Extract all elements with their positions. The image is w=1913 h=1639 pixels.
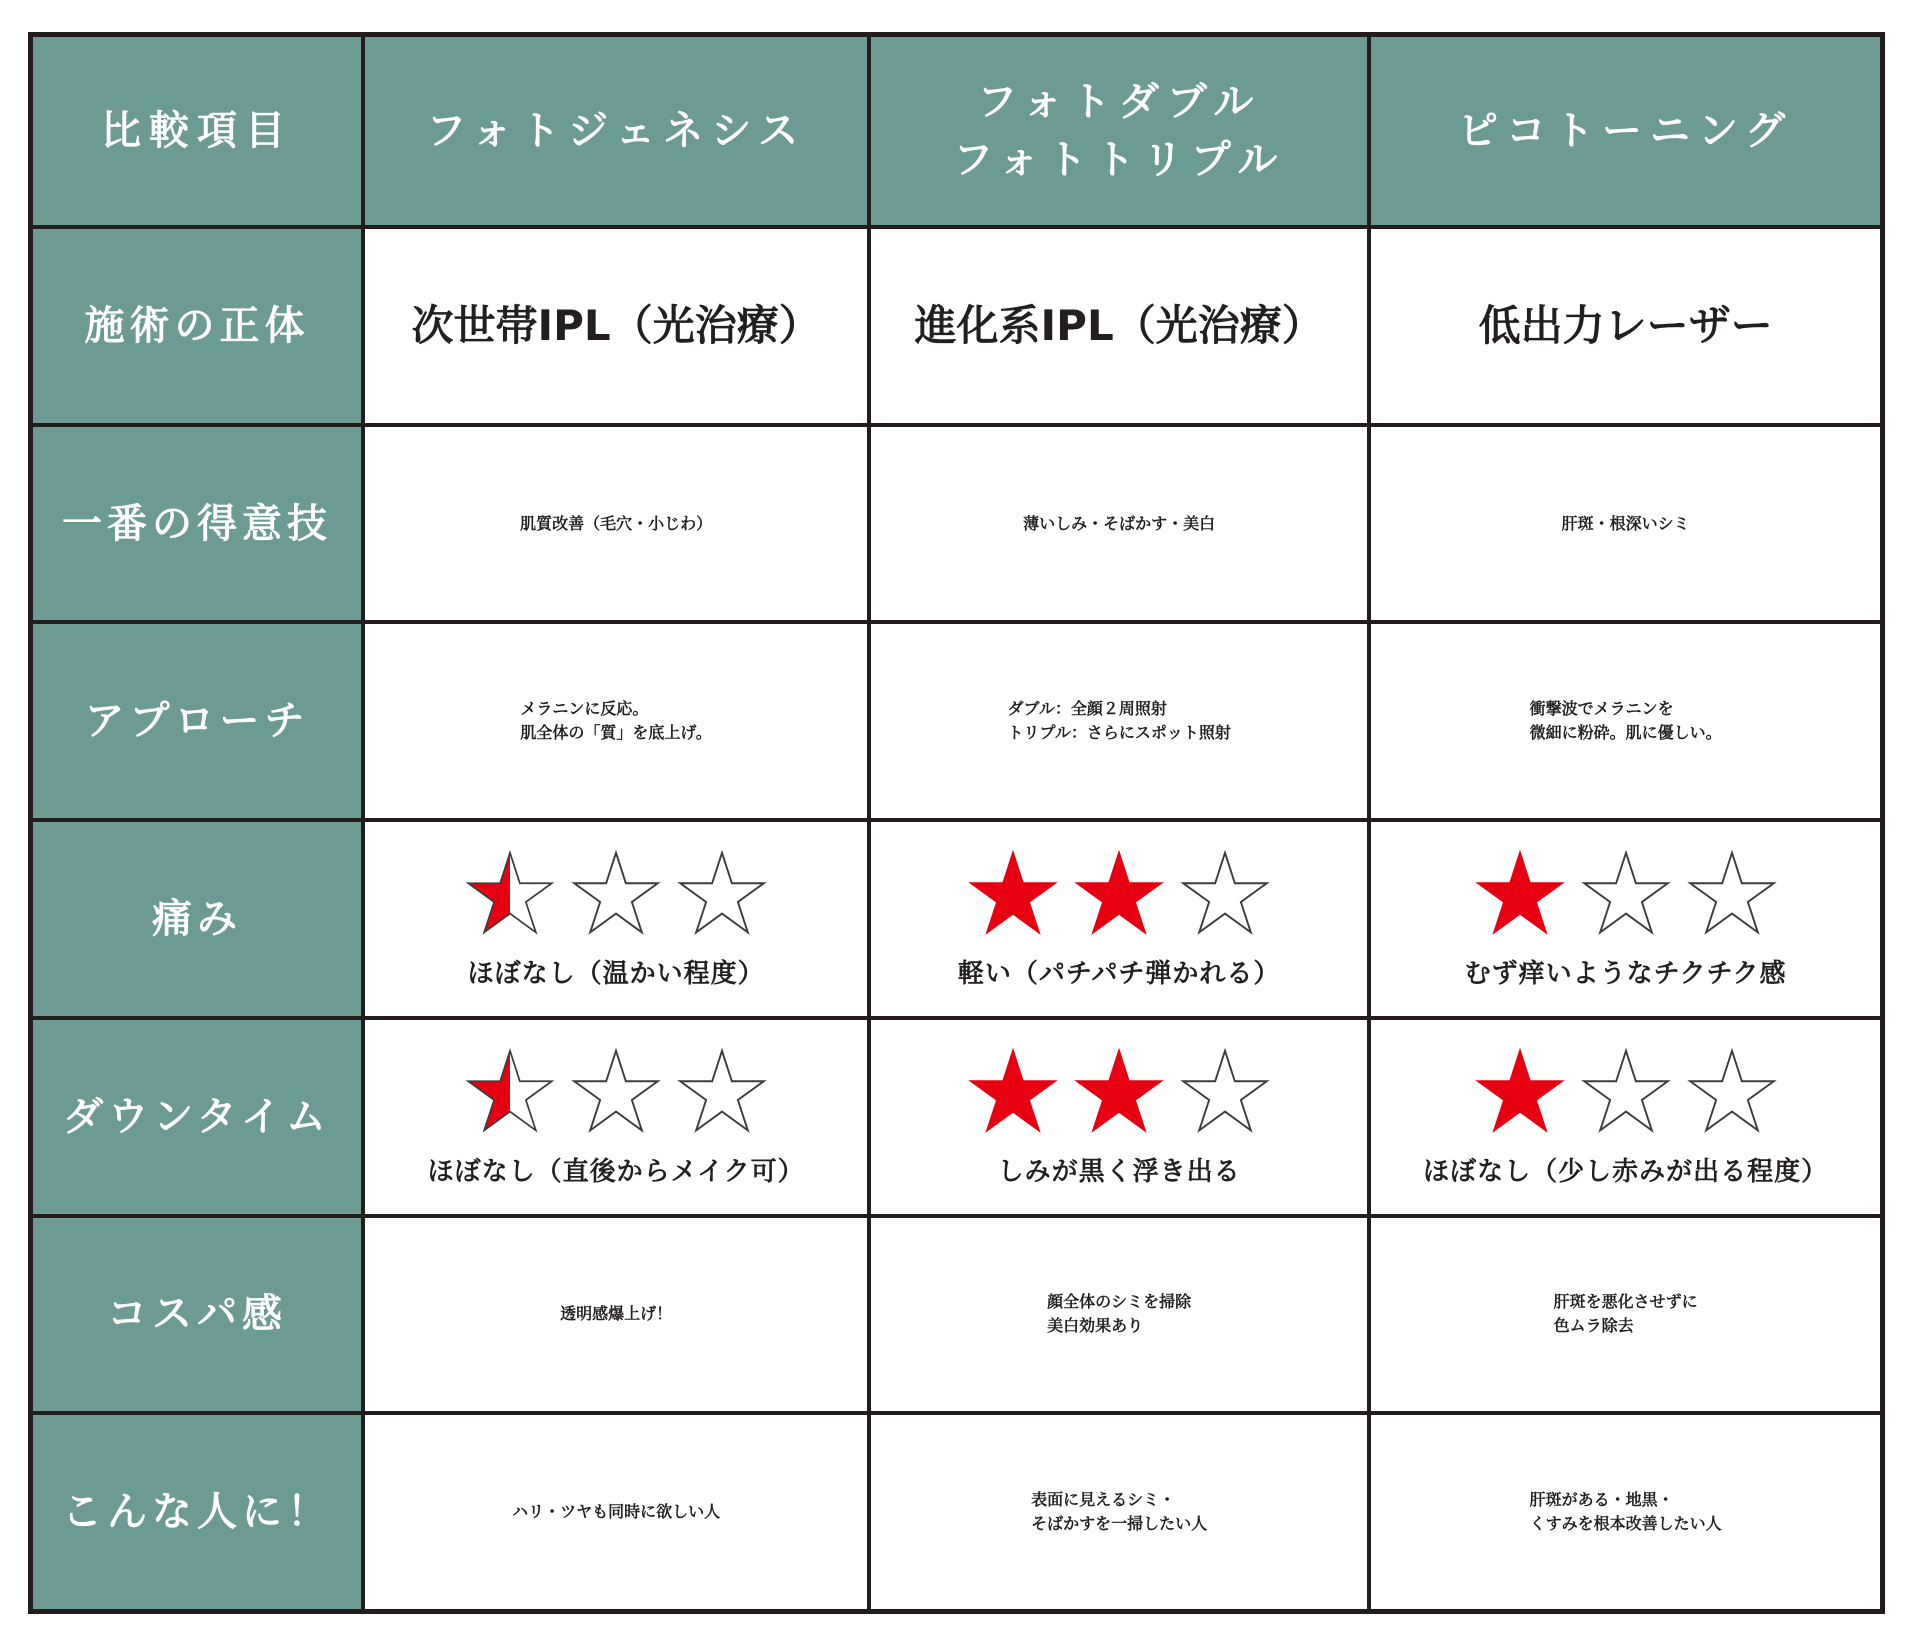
cell-value-line: そばかすを一掃したい人 — [1031, 1514, 1208, 1534]
row-label — [33, 624, 361, 818]
cell-value-line: 肝斑・根深いシミ — [1561, 513, 1690, 533]
cell-value-line: 微細に粉砕。肌に優しい。 — [1529, 723, 1722, 743]
star-rating — [462, 1047, 770, 1135]
row-label-text: コスパ感 — [107, 1291, 288, 1338]
cell-value-text — [520, 512, 712, 536]
cell-text — [1371, 229, 1880, 423]
header-label: フォトトリプル — [952, 137, 1286, 183]
comparison-table — [28, 32, 1885, 1614]
cell-value-line: 透明感爆上げ！ — [560, 1304, 673, 1324]
star-caption: 軽い（パチパチ弾かれる） — [957, 959, 1281, 990]
star-icon — [462, 1047, 558, 1135]
star-caption: むず痒いようなチクチク感 — [1464, 959, 1787, 990]
cell-text — [871, 229, 1367, 423]
star-icon — [1177, 1047, 1273, 1135]
cell-value-line: 肝斑を悪化させずに — [1553, 1292, 1698, 1312]
cell-stars — [871, 1020, 1367, 1214]
row-label — [33, 1415, 361, 1609]
cell-value-text — [412, 294, 821, 357]
cell-text — [365, 427, 867, 621]
star-caption: ほぼなし（少し赤みが出る程度） — [1423, 1157, 1829, 1188]
star-rating — [1472, 849, 1780, 937]
cell-value-line: ダブル：全顔２周照射 — [1007, 699, 1167, 719]
star-rating — [965, 849, 1273, 937]
cell-value-line: ハリ・ツヤも同時に欲しい人 — [512, 1502, 721, 1522]
row-label — [33, 229, 361, 423]
cell-value-line: 顔全体のシミを掃除 — [1047, 1292, 1192, 1312]
star-rating — [1472, 1047, 1780, 1135]
star-icon — [568, 849, 664, 937]
cell-value-line: 色ムラ除去 — [1553, 1316, 1634, 1336]
star-icon — [1578, 849, 1674, 937]
row-label — [33, 427, 361, 621]
header-cell-photogenesis — [365, 37, 867, 225]
cell-value-line: 低出力レーザー — [1478, 301, 1773, 351]
cell-value-line: 肝斑がある・地黒・ — [1529, 1490, 1674, 1510]
row-label-text: 一番の得意技 — [62, 500, 333, 547]
cell-stars — [365, 822, 867, 1016]
cell-stars — [1371, 1020, 1880, 1214]
cell-value-text — [1554, 1290, 1698, 1338]
row-label — [33, 1218, 361, 1412]
cell-value-text — [1530, 697, 1722, 745]
cell-text — [1371, 427, 1880, 621]
star-icon — [1472, 849, 1568, 937]
cell-value-text — [915, 294, 1324, 357]
row-label-text: ダウンタイム — [63, 1093, 331, 1140]
cell-value-line: 進化系IPL（光治療） — [914, 301, 1324, 351]
cell-text — [365, 624, 867, 818]
header-label: フォトジェネシス — [426, 108, 807, 154]
star-icon — [1177, 849, 1273, 937]
star-icon — [462, 849, 558, 937]
cell-value-text — [1562, 512, 1690, 536]
star-icon — [1578, 1047, 1674, 1135]
cell-text — [871, 1415, 1367, 1609]
cell-value-line: 表面に見えるシミ・ — [1031, 1490, 1176, 1510]
header-label: 比較項目 — [101, 108, 294, 154]
star-icon — [1684, 849, 1780, 937]
cell-text — [871, 427, 1367, 621]
header-cell-pico-toning — [1371, 37, 1880, 225]
star-icon — [1071, 849, 1167, 937]
cell-value-line: メラニンに反応。 — [520, 699, 649, 719]
cell-value-text — [1530, 1488, 1722, 1536]
cell-text — [365, 229, 867, 423]
cell-value-line: 美白効果あり — [1047, 1316, 1144, 1336]
cell-value-text — [512, 1500, 720, 1524]
star-caption: ほぼなし（温かい程度） — [467, 959, 765, 990]
row-label-text: 痛み — [152, 895, 243, 942]
row-label — [33, 822, 361, 1016]
cell-value-text — [1007, 697, 1230, 745]
row-label-text: こんな人に！ — [62, 1489, 333, 1536]
row-label — [33, 1020, 361, 1214]
cell-value-text — [1023, 512, 1215, 536]
star-icon — [1071, 1047, 1167, 1135]
cell-value-line: 衝撃波でメラニンを — [1529, 699, 1674, 719]
cell-text — [1371, 1218, 1880, 1412]
star-icon — [568, 1047, 664, 1135]
star-caption: ほぼなし（直後からメイク可） — [427, 1157, 805, 1188]
cell-value-line: 肌質改善（毛穴・小じわ） — [520, 513, 713, 533]
cell-value-line: 肌全体の「質」を底上げ。 — [520, 723, 712, 743]
cell-text — [365, 1415, 867, 1609]
star-icon — [674, 849, 770, 937]
star-caption: しみが黒く浮き出る — [997, 1157, 1241, 1188]
star-icon — [1472, 1047, 1568, 1135]
cell-text — [1371, 1415, 1880, 1609]
cell-text — [871, 1218, 1367, 1412]
cell-value-text — [1047, 1290, 1191, 1338]
star-rating — [965, 1047, 1273, 1135]
cell-text — [871, 624, 1367, 818]
cell-text — [1371, 624, 1880, 818]
row-label-text: 施術の正体 — [84, 302, 310, 349]
cell-value-text — [560, 1302, 672, 1326]
cell-value-line: 次世帯IPL（光治療） — [411, 301, 821, 351]
cell-stars — [365, 1020, 867, 1214]
cell-value-line: くすみを根本改善したい人 — [1529, 1514, 1722, 1534]
cell-value-text — [1031, 1488, 1207, 1536]
header-label: フォトダブル — [976, 79, 1262, 125]
cell-value-line: トリプル：さらにスポット照射 — [1007, 723, 1231, 743]
header-label: ピコトーニング — [1457, 108, 1794, 154]
cell-value-line: 薄いしみ・そばかす・美白 — [1023, 513, 1216, 533]
cell-stars — [1371, 822, 1880, 1016]
header-cell-photo-double-triple — [871, 37, 1367, 225]
star-icon — [674, 1047, 770, 1135]
star-icon — [965, 1047, 1061, 1135]
star-rating — [462, 849, 770, 937]
row-label-text: アプローチ — [84, 698, 310, 745]
cell-value-text — [1479, 294, 1773, 357]
star-icon — [965, 849, 1061, 937]
cell-stars — [871, 822, 1367, 1016]
cell-text — [365, 1218, 867, 1412]
header-cell-comparison-item — [33, 37, 361, 225]
star-icon — [1684, 1047, 1780, 1135]
cell-value-text — [520, 697, 711, 745]
